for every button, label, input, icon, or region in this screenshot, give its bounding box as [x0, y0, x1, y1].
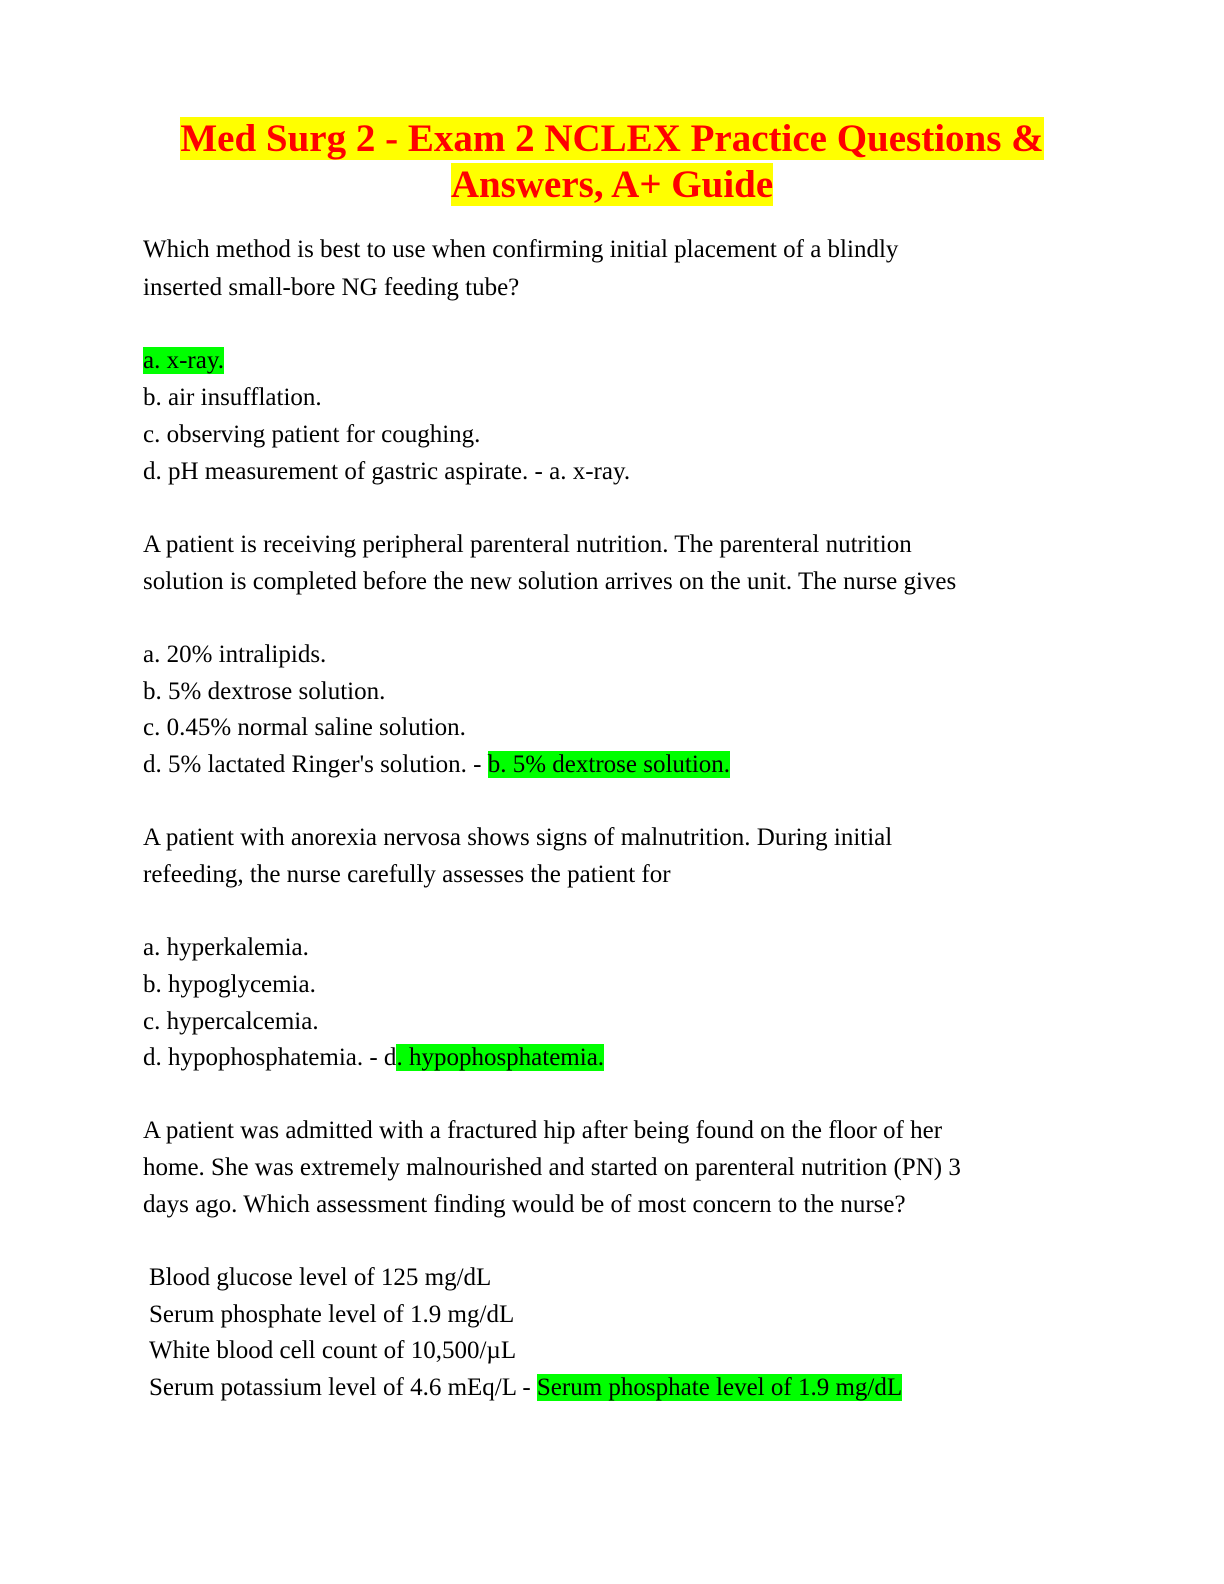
question-1-option-a — [143, 346, 224, 376]
question-4-option-4 — [149, 1373, 902, 1403]
question-3-option-d — [143, 1043, 604, 1073]
question-2-option-c: c. 0.45% normal saline solution. — [143, 714, 466, 741]
question-3-option-b: b. hypoglycemia. — [143, 971, 316, 998]
document-title — [100, 116, 1124, 208]
question-4-option-1: Blood glucose level of 125 mg/dL — [149, 1264, 492, 1291]
question-3-option-d-text: d. hypophosphatemia. - d — [143, 1044, 397, 1071]
question-4-option-4-text: Serum potassium level of 4.6 mEq/L - — [149, 1374, 537, 1401]
title-line-2: Answers, A+ Guide — [450, 163, 774, 206]
question-4-stem-line-2: home. She was extremely malnourished and started on parenteral nutrition (PN) 3 — [143, 1154, 961, 1181]
question-4-answer: Serum phosphate level of 1.9 mg/dL — [536, 1374, 903, 1401]
question-1-correct-highlight: a. x-ray. — [143, 347, 224, 374]
question-3-option-a: a. hyperkalemia. — [143, 934, 309, 961]
title-line-1: Med Surg 2 - Exam 2 NCLEX Practice Questions & — [180, 117, 1044, 160]
question-2-option-d — [143, 750, 730, 780]
question-1-stem-line-2: inserted small-bore NG feeding tube? — [143, 274, 520, 301]
question-1-option-b: b. air insufflation. — [143, 384, 322, 411]
question-3-answer: . hypophosphatemia. — [396, 1044, 605, 1071]
question-4-option-3: White blood cell count of 10,500/µL — [149, 1337, 517, 1364]
question-2-stem-line-2: solution is completed before the new solution arrives on the unit. The nurse gives — [143, 568, 957, 595]
question-2-answer: b. 5% dextrose solution. — [487, 751, 731, 778]
question-4-stem-line-1: A patient was admitted with a fractured hip after being found on the floor of her — [143, 1117, 943, 1144]
question-2-option-b: b. 5% dextrose solution. — [143, 678, 386, 705]
question-4-option-2: Serum phosphate level of 1.9 mg/dL — [149, 1301, 515, 1328]
question-2-option-d-text: d. 5% lactated Ringer's solution. - — [143, 751, 488, 778]
question-2-stem-line-1: A patient is receiving peripheral parenteral nutrition. The parenteral nutrition — [143, 531, 912, 558]
question-2-option-a: a. 20% intralipids. — [143, 641, 327, 668]
question-1-option-d: d. pH measurement of gastric aspirate. - a. x-ray. — [143, 458, 631, 485]
question-3-stem-line-1: A patient with anorexia nervosa shows signs of malnutrition. During initial — [143, 824, 893, 851]
question-4-stem-line-3: days ago. Which assessment finding would be of most concern to the nurse? — [143, 1191, 906, 1218]
question-3-option-c: c. hypercalcemia. — [143, 1008, 319, 1035]
question-1-option-c: c. observing patient for coughing. — [143, 421, 481, 448]
question-1-stem-line-1: Which method is best to use when confirming initial placement of a blindly — [143, 236, 899, 263]
question-3-stem-line-2: refeeding, the nurse carefully assesses the patient for — [143, 861, 671, 888]
